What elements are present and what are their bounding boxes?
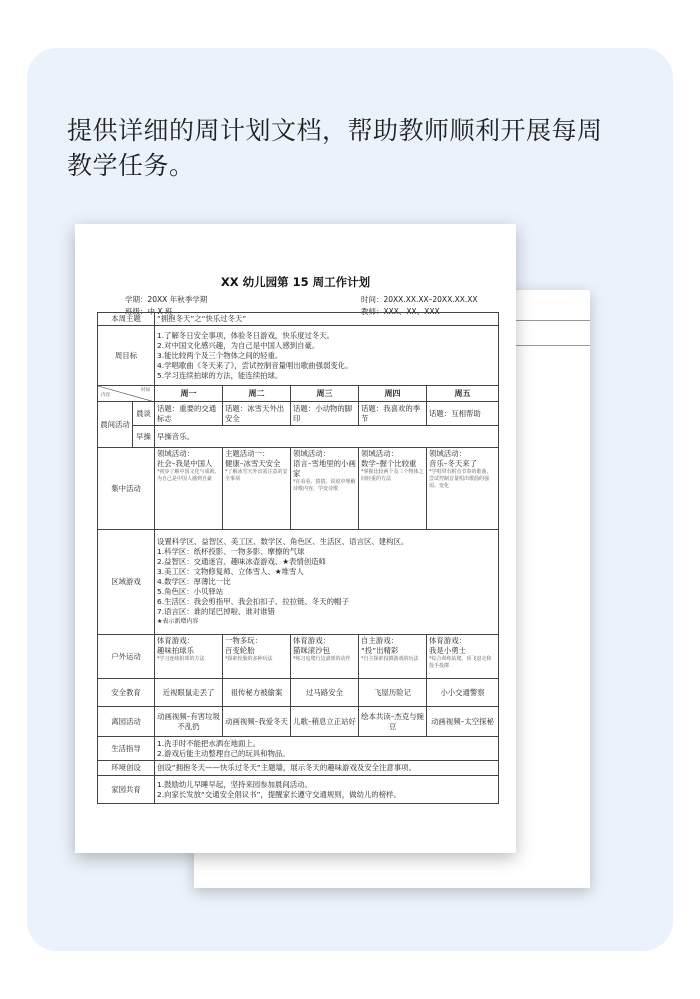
goal-item: 3.能比较两个及三个物体之间的轻重。 [157, 350, 283, 360]
group-title: 社会–我是中国人 [157, 459, 213, 468]
theme-row [98, 313, 499, 326]
goal-item: 5.学习连续拍球的方法，能连续拍球。 [157, 370, 283, 380]
group-note: *在看看、猜猜、说说中理解诗歌内容，学变诗歌 [293, 479, 356, 492]
leave-row [98, 707, 499, 737]
outdoor-title: 百变轮胎 [225, 646, 255, 655]
group-title: 健康–冰雪天安全 [225, 459, 281, 468]
morning-talk-fri: 话题：互相帮助 [427, 402, 499, 426]
leave-thu: 绘本共读–杰克与豌豆 [359, 707, 427, 737]
morning-exercise-row [98, 426, 499, 448]
safety-tue: 祖传秘方被偷案 [223, 679, 291, 707]
outdoor-type: 自主游戏： [361, 636, 398, 645]
group-type: 领域活动： [293, 449, 330, 458]
headline: 提供详细的周计划文档，帮助教师顺利开展每周教学任务。 [67, 116, 603, 180]
outdoor-title: “投”出精彩 [361, 646, 399, 655]
outdoor-note: *学习连续拍球的方法 [157, 656, 205, 662]
day-header-row [98, 386, 499, 402]
area-item: 4.数学区：厚薄比一比 [157, 577, 231, 586]
outdoor-mon [155, 635, 223, 679]
group-wed [291, 448, 359, 530]
leave-label: 离园活动 [98, 707, 155, 737]
outdoor-type: 体育游戏： [293, 636, 330, 645]
day-tuesday: 周二 [223, 386, 291, 402]
safety-label: 安全教育 [98, 679, 155, 707]
safety-fri: 小小交通警察 [427, 679, 499, 707]
home-item: 2.向家长发放“交通安全倡议书”，提醒家长遵守交通规则，做幼儿的榜样。 [157, 789, 401, 799]
group-note: *掌握比较两个及三个物体之间轻重的方法 [361, 469, 424, 482]
safety-thu: 飞屋历险记 [359, 679, 427, 707]
teachers-text: 教师：XXX、XX、XXX [361, 307, 440, 316]
group-activity-row [98, 448, 499, 530]
home-row [98, 776, 499, 804]
time-text: 时间：20XX.XX.XX–20XX.XX.XX [361, 295, 478, 304]
outdoor-title: 猫咪滚沙包 [293, 646, 330, 655]
outdoor-note: *练习追爬行边滚球的动作 [293, 656, 351, 662]
outdoor-title: 我是小勇士 [429, 646, 466, 655]
life-list [155, 737, 499, 761]
outdoor-label: 户外运动 [98, 635, 155, 679]
theme-label: 本周主题 [98, 313, 155, 326]
morning-talk-wed: 话题：小动物的脚印 [291, 402, 359, 426]
group-title: 数学–握个比较重 [361, 459, 417, 468]
morning-talk-thu: 话题：我喜欢的季节 [359, 402, 427, 426]
area-item: 6.生活区：我会剪指甲、我会扣扣子、拉拉链、冬天的帽子 [157, 597, 349, 606]
env-label: 环境创设 [98, 761, 155, 776]
outdoor-fri [427, 635, 499, 679]
group-fri [427, 448, 499, 530]
day-friday: 周五 [427, 386, 499, 402]
outdoor-note: *自主探索投掷游戏的玩法 [361, 656, 419, 662]
env-row [98, 761, 499, 776]
weekly-plan-document [75, 224, 516, 853]
safety-wed: 过马路安全 [291, 679, 359, 707]
area-item: 1.科学区：纸杯投影、一物多影、摩擦的气球 [157, 547, 305, 556]
group-mon [155, 448, 223, 530]
leave-tue: 动画视频–我爱冬天 [223, 707, 291, 737]
home-list [155, 776, 499, 804]
header-time: 时间 [141, 388, 151, 393]
areas-label: 区域游戏 [98, 530, 155, 635]
outdoor-type: 体育游戏： [157, 636, 194, 645]
day-monday: 周一 [155, 386, 223, 402]
leave-mon: 动画视频–有害垃圾不乱扔 [155, 707, 223, 737]
leave-fri: 动画视频–太空探秘 [427, 707, 499, 737]
outdoor-row [98, 635, 499, 679]
outdoor-tue [223, 635, 291, 679]
group-note: *初步了解中国文化与成就，为自己是中国人感到自豪 [157, 469, 220, 482]
header-content: 内容 [101, 393, 110, 398]
home-label: 家园共育 [98, 776, 155, 804]
group-title: 音乐–冬天来了 [429, 459, 478, 468]
life-label: 生活指导 [98, 737, 155, 761]
area-item: 7.语言区：谁的尾巴掉啦、谁对谁错 [157, 607, 275, 616]
group-type: 领域活动： [157, 449, 194, 458]
goals-list [155, 326, 499, 386]
area-item: 设置科学区、益智区、美工区、数学区、角色区、生活区、语言区、建构区。 [157, 537, 409, 546]
home-item: 1.鼓励幼儿早睡早起，坚持来园参加晨间活动。 [157, 779, 312, 789]
goal-item: 4.学唱歌曲《冬天来了》，尝试控制音量唱出歌曲强弱变化。 [157, 360, 353, 370]
class-text: 班级：中 X 班 [125, 307, 173, 316]
life-row [98, 737, 499, 761]
life-item: 2.游戏后能主动整理自己的玩具和物品。 [157, 748, 290, 758]
area-item: 5.角色区：小贝驿站 [157, 587, 224, 596]
group-tue [223, 448, 291, 530]
goals-row [98, 326, 499, 386]
morning-talk-label: 晨谈 [133, 402, 155, 426]
outdoor-thu [359, 635, 427, 679]
area-item: 2.益智区：交通迷宫、趣味冰壶游戏、★表情创造师 [157, 557, 326, 566]
group-thu [359, 448, 427, 530]
morning-talk-tue: 话题：冰雪天外出安全 [223, 402, 291, 426]
group-type: 领域活动： [429, 449, 466, 458]
outdoor-wed [291, 635, 359, 679]
area-item: 3.美工区：文物修复师、立体雪人、★堆雪人 [157, 567, 304, 576]
morning-exercise-label: 早操 [133, 426, 155, 448]
document-title: XX 幼儿园第 15 周工作计划 [220, 275, 371, 289]
leave-wed: 儿歌–稍息立正站好 [291, 707, 359, 737]
safety-row [98, 679, 499, 707]
time-content-header [98, 386, 155, 402]
safety-mon: 近视眼鼠走丢了 [155, 679, 223, 707]
morning-exercise-value: 早操音乐。 [155, 426, 499, 448]
goals-label: 周目标 [98, 326, 155, 386]
area-games-row [98, 530, 499, 635]
group-note: *学唱带有附点节奏的歌曲，尝试控制音量唱出歌曲的强弱、变化 [429, 469, 492, 489]
outdoor-note: *综合训练钻爬、顶飞盘走和投手投掷 [429, 656, 492, 669]
group-type: 领域活动： [361, 449, 398, 458]
group-label: 集中活动 [98, 448, 155, 530]
areas-list [155, 530, 499, 635]
group-title: 语言–雪地里的小画家 [293, 459, 356, 478]
outdoor-note: *探索轮胎的多种玩法 [225, 656, 273, 662]
morning-talk-row [98, 402, 499, 426]
area-item: ★表示新增内容 [157, 618, 199, 625]
semester-text: 学期：20XX 年秋季学期 [125, 295, 208, 304]
env-value: 创设“拥抱冬天——快乐过冬天”主题墙，展示冬天的趣味游戏及安全注意事项。 [155, 761, 499, 776]
outdoor-type: 一物多玩： [225, 636, 262, 645]
morning-label: 晨间活动 [98, 402, 133, 448]
outdoor-type: 体育游戏： [429, 636, 466, 645]
day-thursday: 周四 [359, 386, 427, 402]
day-wednesday: 周三 [291, 386, 359, 402]
goal-item: 2.对中国文化感兴趣，为自己是中国人感到自豪。 [157, 340, 320, 350]
group-type: 主题活动一： [225, 449, 270, 458]
theme-value: “拥抱冬天”之“快乐过冬天” [155, 313, 499, 326]
outdoor-title: 趣味拍球乐 [157, 646, 194, 655]
morning-talk-mon: 话题：重要的交通标志 [155, 402, 223, 426]
goal-item: 1.了解冬日安全事项，体验冬日游戏，快乐度过冬天。 [157, 330, 335, 340]
life-item: 1.洗手时不能把水洒在地面上。 [157, 738, 261, 748]
plan-table [97, 312, 499, 804]
group-note: *了解冰雪天外出需注意的安全事项 [225, 469, 288, 482]
